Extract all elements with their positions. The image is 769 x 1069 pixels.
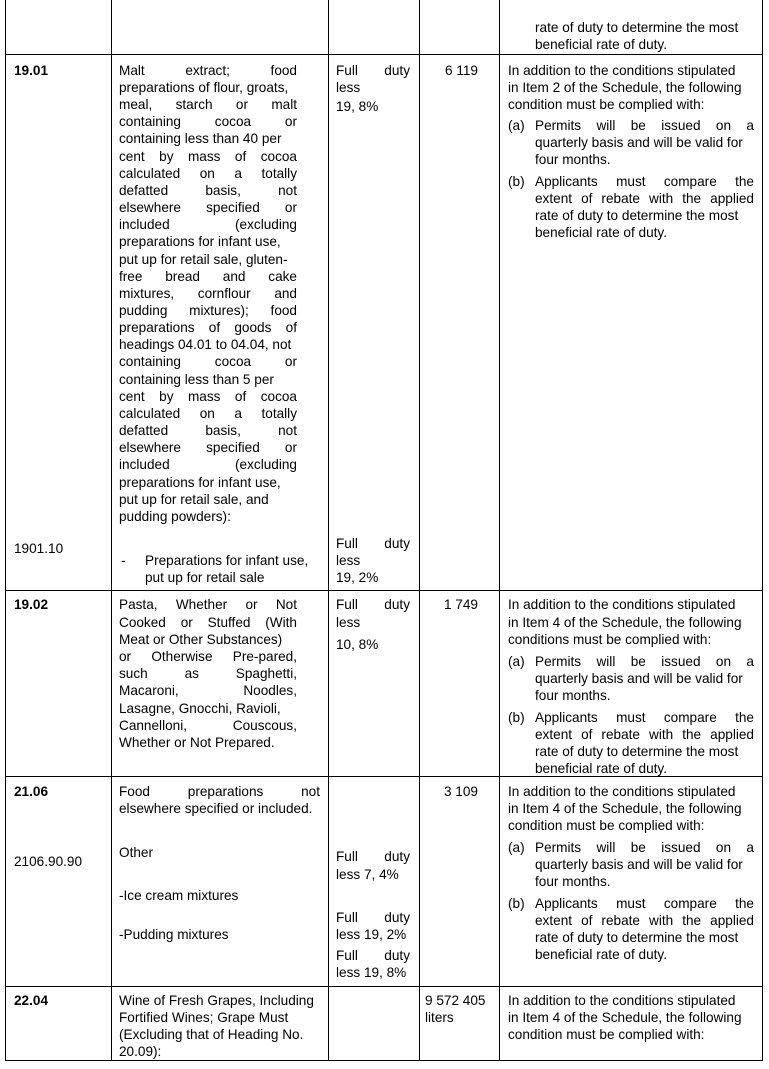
text-line: conditions must be complied with: bbox=[508, 632, 712, 647]
text-line: cent by mass of cocoa bbox=[119, 389, 297, 404]
text-line: 20.09): bbox=[119, 1044, 162, 1059]
text-line: preparations of flour, groats, bbox=[119, 80, 289, 95]
text-line: Cannelloni, Couscous, bbox=[119, 718, 297, 733]
sub-description-line: Preparations for infant use, bbox=[145, 553, 309, 568]
text-line: In addition to the conditions stipulated bbox=[508, 993, 736, 1008]
condition-label: (a) bbox=[508, 840, 525, 855]
text-line: less 7, 4% bbox=[336, 867, 399, 882]
text-line: in Item 4 of the Schedule, the following bbox=[508, 801, 742, 816]
text-line: Full duty bbox=[336, 948, 410, 963]
text-line: Malt extract; food bbox=[119, 63, 297, 78]
text-line: Macaroni, Noodles, bbox=[119, 683, 297, 698]
subheading-number: 2106.90.90 bbox=[14, 854, 83, 869]
heading-number: 19.01 bbox=[14, 63, 49, 78]
text-line: or Otherwise Pre-pared, bbox=[119, 649, 297, 664]
text-line: containing less than 40 per bbox=[119, 131, 282, 146]
text-line: beneficial rate of duty. bbox=[535, 947, 667, 962]
text-line: Pasta, Whether or Not bbox=[119, 597, 297, 612]
text-line: quarterly basis and will be valid for bbox=[535, 135, 743, 150]
text-line: Meat or Other Substances) bbox=[119, 632, 283, 647]
text-line: included (excluding bbox=[119, 457, 297, 472]
subheading-number: 1901.10 bbox=[14, 541, 64, 556]
text-line: Lasagne, Gnocchi, Ravioli, bbox=[119, 701, 281, 716]
text-line: In addition to the conditions stipulated bbox=[508, 597, 736, 612]
condition-label: (b) bbox=[508, 710, 525, 725]
text-line: preparations for infant use, bbox=[119, 234, 281, 249]
text-line: in Item 4 of the Schedule, the following bbox=[508, 615, 742, 630]
text-line: preparations of goods of bbox=[119, 320, 297, 335]
heading-number: 19.02 bbox=[14, 597, 49, 612]
text-line: Fortified Wines; Grape Must bbox=[119, 1010, 289, 1025]
text-line: beneficial rate of duty. bbox=[535, 37, 667, 52]
text-line: 10, 8% bbox=[336, 637, 379, 652]
text-line: meal, starch or malt bbox=[119, 97, 297, 112]
text-line: quarterly basis and will be valid for bbox=[535, 857, 743, 872]
text-line: in Item 4 of the Schedule, the following bbox=[508, 1010, 742, 1025]
text-line: four months. bbox=[535, 152, 611, 167]
text-line: elsewhere specified or bbox=[119, 200, 297, 215]
text-line: preparations for infant use, bbox=[119, 475, 281, 490]
text-line: Cooked or Stuffed (With bbox=[119, 615, 297, 630]
text-line: defatted basis, not bbox=[119, 183, 297, 198]
text-line: in Item 2 of the Schedule, the following bbox=[508, 80, 742, 95]
text-line: mixtures, cornflour and bbox=[119, 286, 297, 301]
other-label: Other bbox=[119, 845, 153, 860]
text-line: pudding powders): bbox=[119, 509, 231, 524]
text-line: containing less than 5 per bbox=[119, 372, 274, 387]
text-line: less bbox=[336, 553, 361, 568]
text-line: beneficial rate of duty. bbox=[535, 225, 667, 240]
heading-number: 22.04 bbox=[14, 993, 49, 1008]
text-line: less 19, 8% bbox=[336, 965, 407, 980]
text-line: elsewhere specified or bbox=[119, 440, 297, 455]
text-line: Full duty bbox=[336, 910, 410, 925]
quantity: 3 109 bbox=[443, 784, 478, 799]
ice-cream-label: -Ice cream mixtures bbox=[119, 888, 239, 903]
text-line: rate of duty to determine the most bbox=[535, 20, 739, 35]
text-line: Full duty bbox=[336, 849, 410, 864]
text-line: Full duty bbox=[336, 63, 410, 78]
text-line: containing cocoa or bbox=[119, 354, 297, 369]
text-line: 9 572 405 bbox=[425, 993, 486, 1008]
text-line: rate of duty to determine the most bbox=[535, 930, 739, 945]
text-line: In addition to the conditions stipulated bbox=[508, 784, 736, 799]
text-line: Permits will be issued on a bbox=[535, 118, 754, 133]
text-line: pudding mixtures); food bbox=[119, 303, 297, 318]
text-line: four months. bbox=[535, 874, 611, 889]
text-line: beneficial rate of duty. bbox=[535, 761, 667, 776]
text-line: less bbox=[336, 80, 361, 95]
text-line: liters bbox=[425, 1010, 454, 1025]
text-line: cent by mass of cocoa bbox=[119, 149, 297, 164]
text-line: defatted basis, not bbox=[119, 423, 297, 438]
text-line: rate of duty to determine the most bbox=[535, 208, 739, 223]
text-line: extent of rebate with the applied bbox=[535, 727, 754, 742]
text-line: In addition to the conditions stipulated bbox=[508, 63, 736, 78]
text-line: calculated on a totally bbox=[119, 166, 297, 181]
text-line: Full duty bbox=[336, 597, 410, 612]
heading-number: 21.06 bbox=[14, 784, 49, 799]
text-line: Whether or Not Prepared. bbox=[119, 735, 275, 750]
text-line: less 19, 2% bbox=[336, 927, 407, 942]
condition-label: (b) bbox=[508, 174, 525, 189]
text-line: put up for retail sale, and bbox=[119, 492, 269, 507]
text-line: calculated on a totally bbox=[119, 406, 297, 421]
text-line: 19, 8% bbox=[336, 99, 379, 114]
text-line: Food preparations not bbox=[119, 784, 320, 799]
text-line: put up for retail sale, gluten- bbox=[119, 252, 288, 267]
text-line: Permits will be issued on a bbox=[535, 840, 754, 855]
text-line: condition must be complied with: bbox=[508, 97, 705, 112]
text-line: free bread and cake bbox=[119, 269, 297, 284]
text-line: elsewhere specified or included. bbox=[119, 801, 313, 816]
text-line: Applicants must compare the bbox=[535, 174, 754, 189]
text-line: extent of rebate with the applied bbox=[535, 191, 754, 206]
text-line: four months. bbox=[535, 688, 611, 703]
quantity: 1 749 bbox=[443, 597, 478, 612]
text-line: (Excluding that of Heading No. bbox=[119, 1027, 304, 1042]
text-line: 19, 2% bbox=[336, 570, 379, 585]
text-line: Applicants must compare the bbox=[535, 710, 754, 725]
text-line: Permits will be issued on a bbox=[535, 654, 754, 669]
quantity: 6 119 bbox=[444, 63, 478, 78]
text-line: rate of duty to determine the most bbox=[535, 744, 739, 759]
pudding-label: -Pudding mixtures bbox=[119, 927, 229, 942]
text-line: condition must be complied with: bbox=[508, 818, 705, 833]
text-line: condition must be complied with: bbox=[508, 1027, 705, 1042]
text-line: such as Spaghetti, bbox=[119, 666, 297, 681]
text-line: Applicants must compare the bbox=[535, 896, 754, 911]
text-line: included (excluding bbox=[119, 217, 297, 232]
condition-label: (b) bbox=[508, 896, 525, 911]
text-line: Full duty bbox=[336, 536, 410, 551]
condition-label: (a) bbox=[508, 654, 525, 669]
text-line: extent of rebate with the applied bbox=[535, 913, 754, 928]
condition-label: (a) bbox=[508, 118, 525, 133]
sub-description-line: put up for retail sale bbox=[145, 570, 265, 585]
text-line: less bbox=[336, 615, 361, 630]
sub-dash: - bbox=[121, 553, 126, 568]
text-line: containing cocoa or bbox=[119, 114, 297, 129]
text-line: headings 04.01 to 04.04, not bbox=[119, 337, 292, 352]
text-line: quarterly basis and will be valid for bbox=[535, 671, 743, 686]
text-line: Wine of Fresh Grapes, Including bbox=[119, 993, 314, 1008]
